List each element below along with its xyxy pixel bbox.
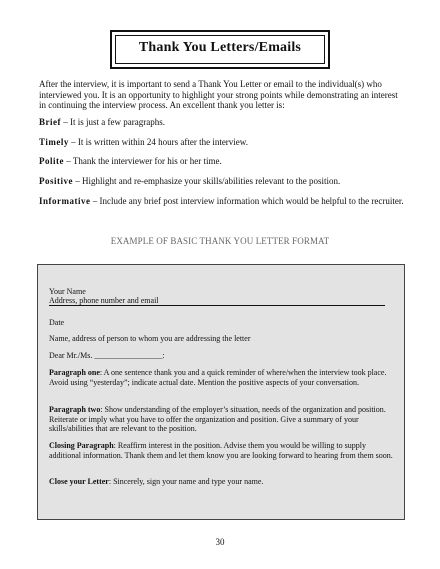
paragraph-text: : A one sentence thank you and a quick reminder of where/when the interview took place. Avoid using “yesterday”; indicate actual date. Mention the positive aspects of your conversation. [49, 368, 387, 387]
quality-text: – It is written within 24 hours after the interview. [68, 137, 248, 147]
intro-paragraph: After the interview, it is important to send a Thank You Letter or email to the individual(s) who interviewed you. It is an opportunity to highlight your strong points while demonstrating an interest in continuing the interview process. An excellent thank you letter is: [39, 79, 398, 110]
letter-date: Date [49, 318, 65, 327]
page-number: 30 [215, 537, 225, 547]
quality-term: Polite [39, 156, 64, 166]
letter-closing-paragraph [49, 441, 395, 460]
quality-timely [39, 137, 404, 148]
paragraph-text: : Reaffirm interest in the position. Advise them you would be willing to supply additional information. Thank them and let them know you are looking forward to hearing from them soon. [49, 441, 393, 460]
letter-paragraph-two [49, 405, 395, 434]
quality-term: Informative [39, 196, 91, 206]
title-box [110, 30, 330, 69]
quality-term: Positive [39, 176, 73, 186]
signature-rule [49, 305, 385, 306]
quality-text: – Include any brief post interview information which would be helpful to the recruiter. [90, 196, 404, 206]
quality-text: – It is just a few paragraphs. [61, 117, 165, 127]
letter-paragraph-one [49, 368, 395, 387]
quality-informative [39, 196, 404, 207]
page-title: Thank You Letters/Emails [138, 40, 302, 55]
paragraph-term: Close your Letter [49, 477, 109, 486]
letter-address: Address, phone number and email [49, 296, 159, 305]
letter-your-name: Your Name [49, 287, 86, 296]
quality-positive [39, 176, 404, 187]
letter-template-box [37, 264, 405, 520]
letter-recipient: Name, address of person to whom you are addressing the letter [49, 334, 251, 343]
quality-text: – Thank the interviewer for his or her time. [64, 156, 222, 166]
paragraph-text: : Show understanding of the employer’s situation, needs of the organization and position. Reiterate or imply what you have to offer the organization and position. Give a summary of your skills/abilities that are relevant to the position. [49, 405, 386, 433]
paragraph-term: Paragraph two [49, 405, 101, 414]
paragraph-term: Paragraph one [49, 368, 100, 377]
letter-salutation: Dear Mr./Ms. _________________: [49, 351, 165, 360]
paragraph-text: : Sincerely, sign your name and type your name. [108, 477, 264, 486]
letter-close [49, 477, 395, 487]
quality-term: Timely [39, 137, 69, 147]
example-heading: EXAMPLE OF BASIC THANK YOU LETTER FORMAT [110, 236, 330, 246]
quality-term: Brief [39, 117, 61, 127]
quality-polite [39, 156, 404, 167]
quality-text: – Highlight and re-emphasize your skills/abilities relevant to the position. [73, 176, 341, 186]
paragraph-term: Closing Paragraph [49, 441, 114, 450]
quality-brief [39, 117, 404, 128]
